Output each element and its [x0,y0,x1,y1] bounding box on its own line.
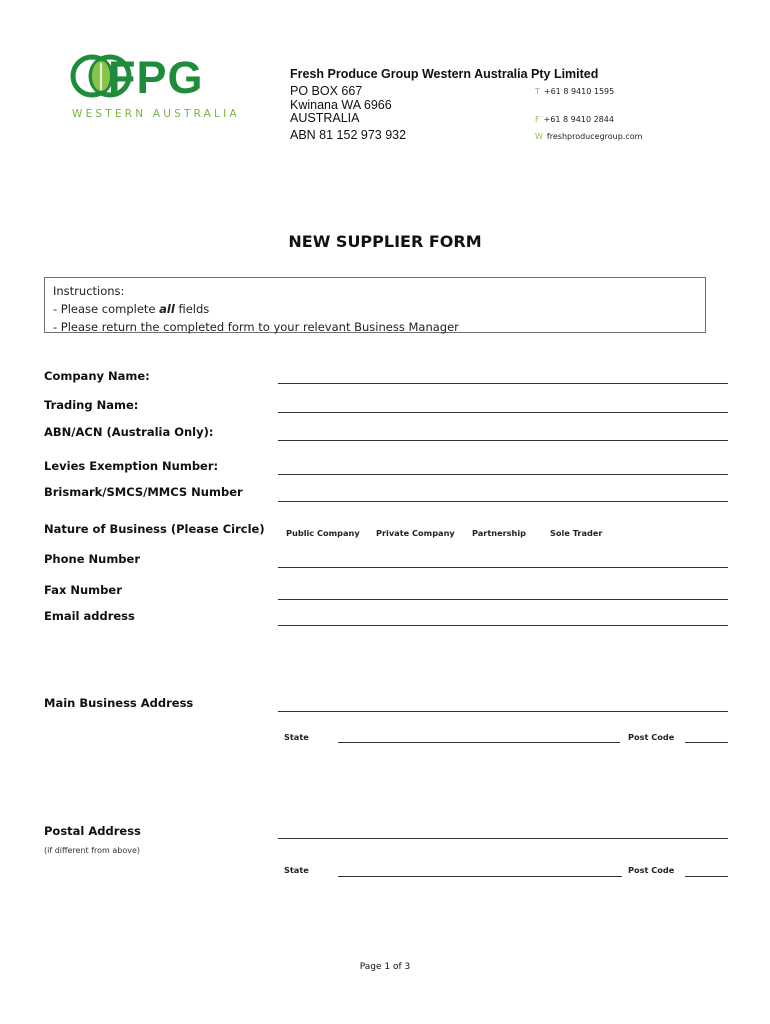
instructions-line-1: - Please complete all fields [53,302,210,316]
company-name-field[interactable] [278,383,728,384]
option-public-company[interactable]: Public Company [286,528,360,538]
address-line-1: PO BOX 667 [290,84,363,98]
postal-postcode-label: Post Code [628,865,675,875]
instructions-line-2: - Please return the completed form to your relevant Business Manager [53,320,459,334]
logo-tagline: WESTERN AUSTRALIA [72,108,240,120]
postal-address-field[interactable] [278,838,728,839]
address-line-3: AUSTRALIA [290,111,360,125]
postal-state-label: State [284,865,309,875]
postal-note: (if different from above) [44,846,141,855]
phone-field[interactable] [278,567,728,568]
company-abn: ABN 81 152 973 932 [290,128,407,142]
contact-fax [535,115,614,124]
label-nature: Nature of Business (Please Circle) [44,522,265,536]
fax-value: +61 8 9410 2844 [543,115,614,124]
instructions-heading: Instructions: [53,284,125,298]
abn-acn-field[interactable] [278,440,728,441]
option-private-company[interactable]: Private Company [376,528,455,538]
trading-name-field[interactable] [278,412,728,413]
label-trading-name: Trading Name: [44,398,139,412]
option-sole-trader[interactable]: Sole Trader [550,528,603,538]
main-postcode-field[interactable] [685,742,728,743]
address-line-2: Kwinana WA 6966 [290,98,392,112]
label-phone: Phone Number [44,552,141,566]
label-fax: Fax Number [44,583,122,597]
page-number: Page 1 of 3 [359,962,411,972]
label-brismark: Brismark/SMCS/MMCS Number [44,485,243,499]
label-levies: Levies Exemption Number: [44,459,219,473]
option-partnership[interactable]: Partnership [472,528,527,538]
instructions-box [44,277,706,333]
fax-key: F [535,115,540,124]
contact-phone [535,87,614,96]
phone-key: T [535,87,540,96]
web-value: freshproducegroup.com [546,132,643,141]
main-state-label: State [284,732,309,742]
web-key: W [535,132,543,141]
phone-value: +61 8 9410 1595 [543,87,615,96]
main-state-field[interactable] [338,742,620,743]
contact-web [535,132,642,141]
label-abn-acn: ABN/ACN (Australia Only): [44,425,214,439]
main-address-field[interactable] [278,711,728,712]
label-email: Email address [44,609,135,623]
fax-field[interactable] [278,599,728,600]
levies-field[interactable] [278,474,728,475]
brismark-field[interactable] [278,501,728,502]
email-field[interactable] [278,625,728,626]
main-postcode-label: Post Code [628,732,675,742]
company-name: Fresh Produce Group Western Australia Pty Limited [290,67,599,81]
postal-postcode-field[interactable] [685,876,728,877]
label-company-name: Company Name: [44,369,150,383]
postal-state-field[interactable] [338,876,622,877]
label-postal-address: Postal Address [44,824,141,838]
form-title: NEW SUPPLIER FORM [288,232,482,251]
logo-wordmark: FPG [108,52,204,103]
label-main-address: Main Business Address [44,696,194,710]
